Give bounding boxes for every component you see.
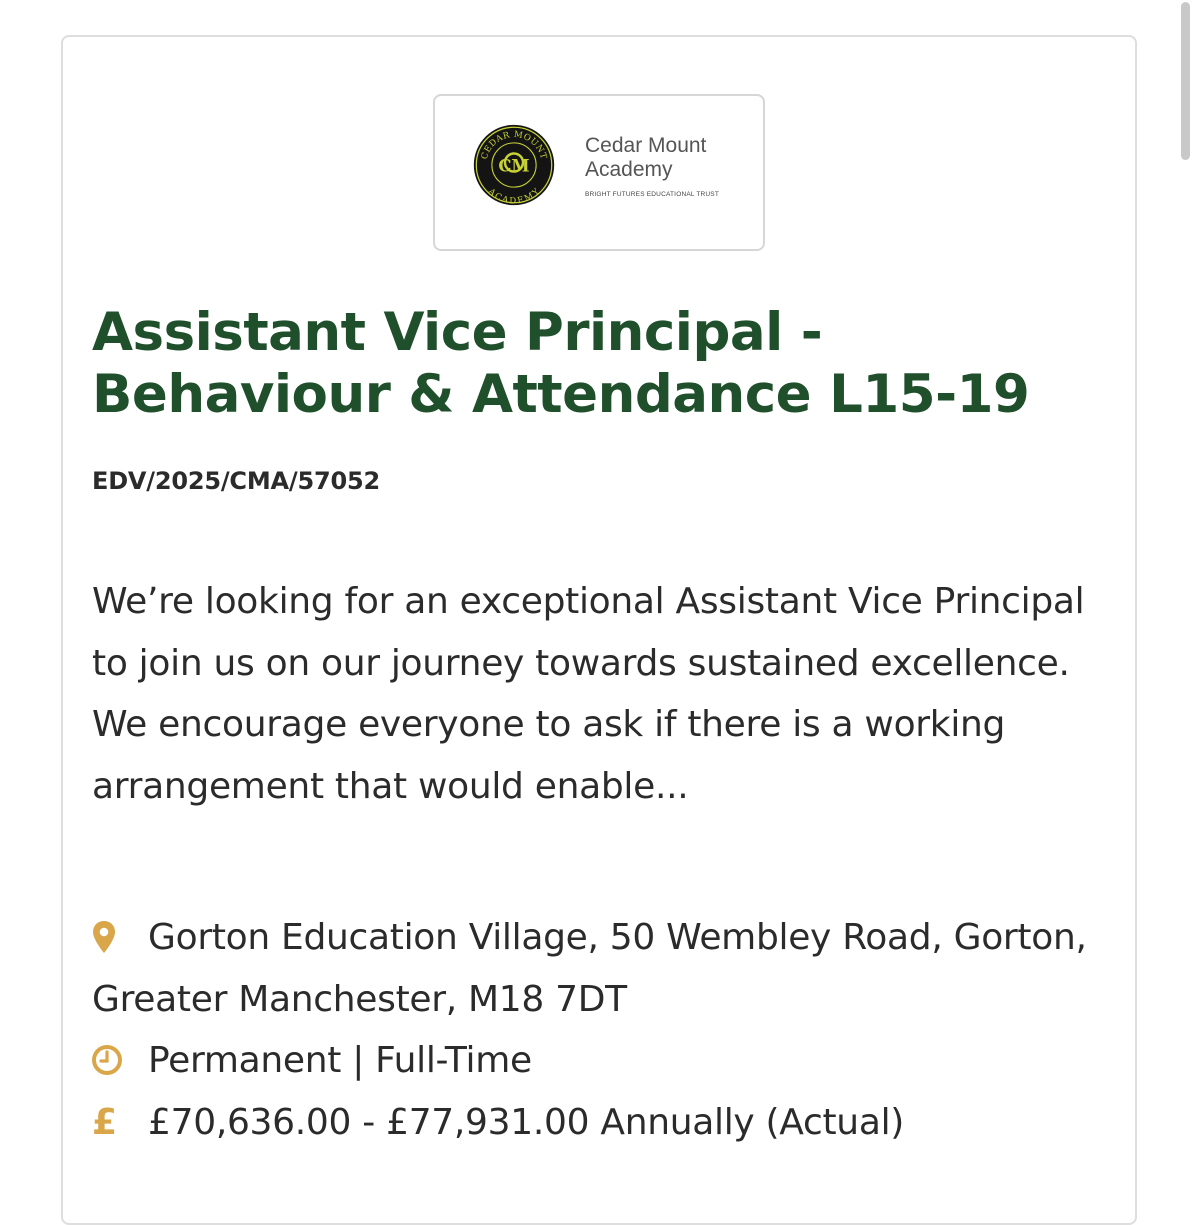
job-reference: EDV/2025/CMA/57052 <box>92 467 380 495</box>
map-pin-icon <box>92 907 148 968</box>
logo-trust-name: BRIGHT FUTURES EDUCATIONAL TRUST <box>585 191 720 198</box>
logo-name-line2: Academy <box>585 158 673 181</box>
job-description: We’re looking for an exceptional Assistant Vice Principal to join us on our journey towards sustained excellence. We encourage everyone to ask if there is a working arrangement that would enable... <box>92 581 1085 807</box>
pound-icon: £ <box>92 1101 117 1143</box>
scrollbar-thumb[interactable] <box>1181 2 1190 160</box>
location-row <box>92 907 1102 1030</box>
job-details <box>92 907 1102 1153</box>
logo-wordmark <box>585 134 719 198</box>
job-card[interactable] <box>61 35 1137 1225</box>
seal-top-text: CEDAR MOUNT <box>479 129 549 161</box>
academy-seal-icon <box>473 124 555 206</box>
salary-row <box>92 1092 1102 1154</box>
contract-row <box>92 1030 1102 1092</box>
logo-name-line1: Cedar Mount <box>585 134 707 157</box>
clock-icon <box>92 1030 148 1091</box>
job-salary: £70,636.00 - £77,931.00 Annually (Actual) <box>148 1101 905 1143</box>
seal-bottom-text: ACADEMY <box>485 186 543 206</box>
job-location: Gorton Education Village, 50 Wembley Road, Gorton, Greater Manchester, M18 7DT <box>92 917 1087 1020</box>
seal-monogram: CM <box>498 156 530 176</box>
school-logo <box>433 94 765 251</box>
job-contract: Permanent | Full-Time <box>148 1040 532 1081</box>
job-title[interactable]: Assistant Vice Principal - Behaviour & Attendance L15-19 <box>92 302 1030 425</box>
